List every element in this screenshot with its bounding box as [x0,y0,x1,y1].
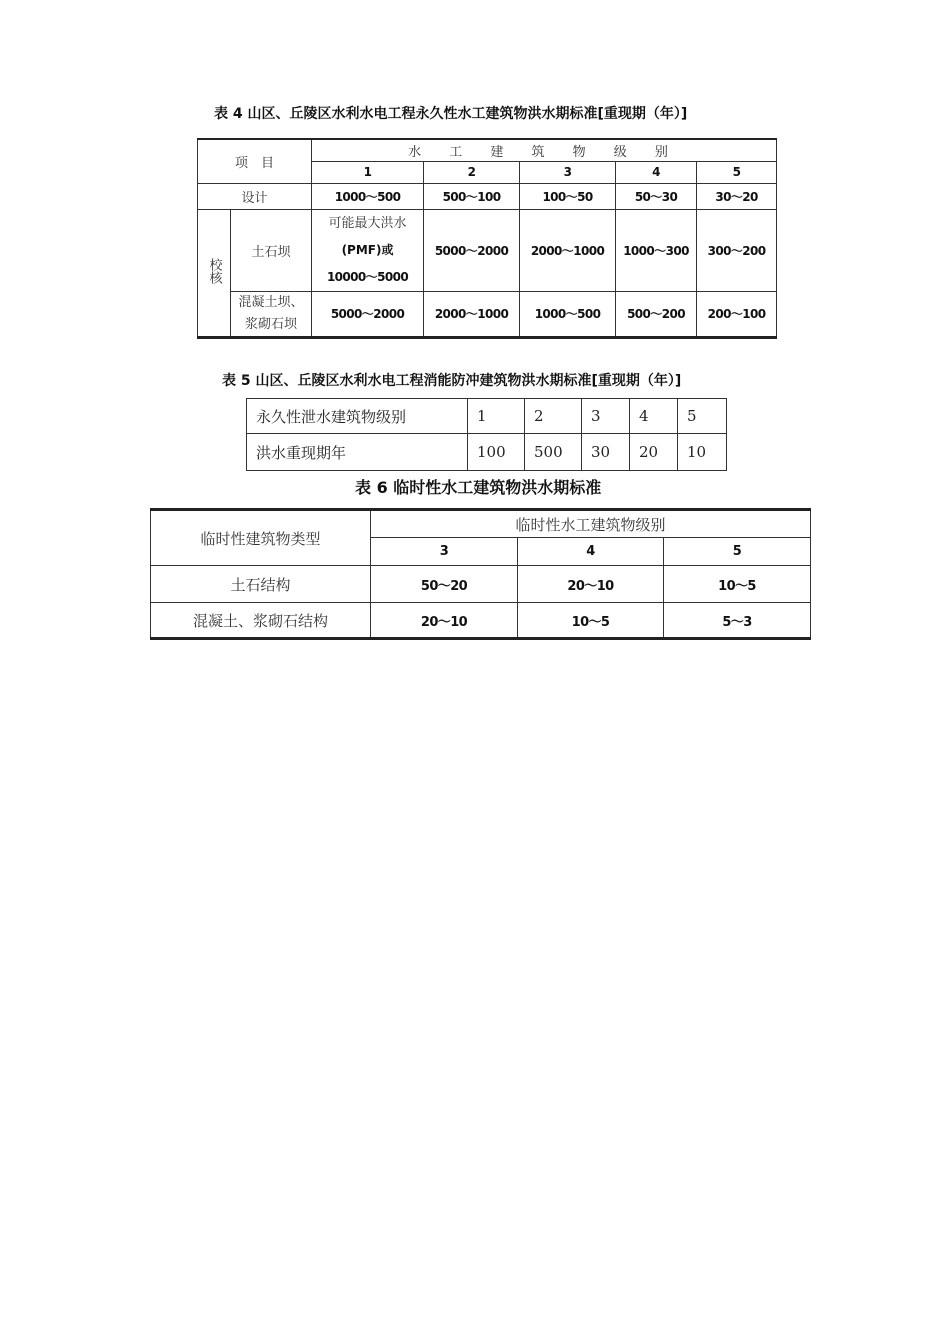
value-cell: 50～20 [371,566,518,603]
design-value: 100～50 [520,183,616,209]
check-value: 500～200 [616,291,697,337]
check-value: 2000～1000 [520,209,616,291]
check-value: 5000～2000 [312,291,424,337]
level-cell: 3 [371,538,518,566]
table-row [151,603,811,639]
value-cell: 10～5 [664,566,811,603]
type-line: 混凝土坝、 [238,294,304,310]
row-label: 永久性泄水建筑物级别 [247,399,468,434]
level-cell: 4 [518,538,664,566]
pmf-cell [312,209,424,291]
header-group: 水 工 建 筑 物 级 别 [312,139,777,161]
header-group: 临时性水工建筑物级别 [371,510,811,538]
level-cell: 1 [468,399,525,434]
level-cell: 2 [424,161,520,183]
header-item: 项 目 [198,139,312,183]
design-value: 50～30 [616,183,697,209]
check-value: 200～100 [697,291,777,337]
check-value: 1000～300 [616,209,697,291]
level-cell: 3 [582,399,630,434]
design-value: 500～100 [424,183,520,209]
value-cell: 20～10 [371,603,518,639]
pmf-line: (PMF)或 [341,242,394,257]
check-label-text: 校核 [206,257,222,284]
level-cell: 4 [630,399,678,434]
design-value: 1000～500 [312,183,424,209]
level-cell: 3 [520,161,616,183]
value-cell: 30 [582,434,630,471]
check-label [198,209,231,337]
table5 [246,398,727,471]
value-cell: 100 [468,434,525,471]
type-line: 浆砌石坝 [245,316,298,332]
level-cell: 4 [616,161,697,183]
level-cell: 5 [664,538,811,566]
table4-caption: 表 4 山区、丘陵区水利水电工程永久性水工建筑物洪水期标准[重现期（年）] [214,106,688,122]
level-cell: 2 [525,399,582,434]
table-row [151,510,811,538]
check-value: 2000～1000 [424,291,520,337]
check-value: 300～200 [697,209,777,291]
value-cell: 10 [678,434,727,471]
pmf-line: 可能最大洪水 [328,215,407,231]
pmf-line: 10000～5000 [326,269,409,284]
value-cell: 20 [630,434,678,471]
check-value: 5000～2000 [424,209,520,291]
row-label: 混凝土、浆砌石结构 [151,603,371,639]
type-cell: 土石坝 [231,209,312,291]
header-type: 临时性建筑物类型 [151,510,371,566]
design-label: 设计 [198,183,312,209]
check-value: 1000～500 [520,291,616,337]
table-row [198,209,777,291]
table-row [198,139,777,161]
table-row [198,291,777,337]
table6 [150,508,811,640]
table-row [247,434,727,471]
level-cell: 1 [312,161,424,183]
table-row [247,399,727,434]
value-cell: 20～10 [518,566,664,603]
value-cell: 10～5 [518,603,664,639]
value-cell: 500 [525,434,582,471]
table6-caption: 表 6 临时性水工建筑物洪水期标准 [355,478,602,497]
row-label: 洪水重现期年 [247,434,468,471]
table-row [151,566,811,603]
type-cell [231,291,312,337]
row-label: 土石结构 [151,566,371,603]
value-cell: 5～3 [664,603,811,639]
table-row [198,183,777,209]
table5-caption: 表 5 山区、丘陵区水利水电工程消能防冲建筑物洪水期标准[重现期（年）] [222,373,682,389]
design-value: 30～20 [697,183,777,209]
level-cell: 5 [697,161,777,183]
level-cell: 5 [678,399,727,434]
table4 [197,138,777,339]
